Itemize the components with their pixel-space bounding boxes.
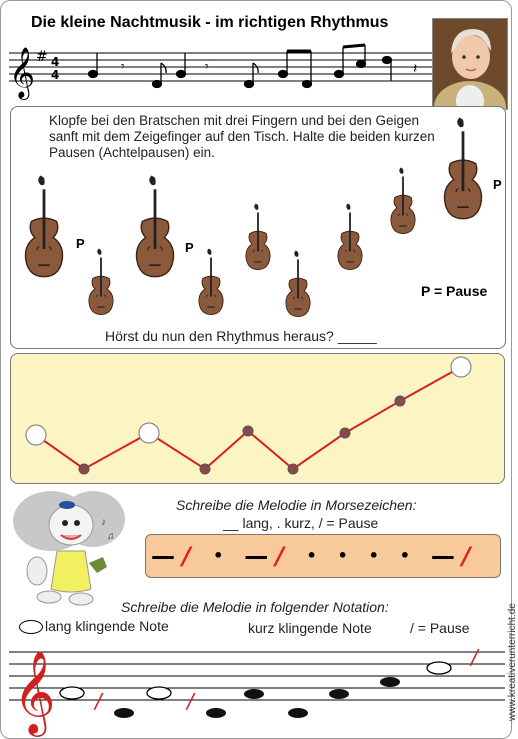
violin-4 [286, 251, 310, 317]
long-note-2 [147, 687, 171, 699]
morse-symbol: • [213, 546, 224, 565]
long-note-icon [19, 620, 43, 634]
short-note-point-1 [79, 464, 89, 474]
pause-1 [93, 689, 104, 713]
notation-title: Schreibe die Melodie in folgender Notation: [121, 599, 389, 615]
question-text: Hörst du nun den Rhythmus heraus? _____ [105, 328, 377, 344]
short-note-legend: kurz klingende Note [248, 620, 372, 636]
morse-symbol: / [275, 542, 285, 570]
svg-text:/: / [187, 689, 194, 713]
violin-6 [391, 168, 415, 234]
morse-symbol: • [399, 546, 410, 565]
mouse-illustration [9, 489, 131, 613]
svg-text:♪: ♪ [101, 517, 106, 528]
long-note-point-2 [139, 423, 159, 443]
notation-staff [9, 638, 505, 733]
violin-1 [89, 249, 113, 315]
short-note-point-3 [243, 426, 253, 436]
short-note-6 [380, 677, 400, 687]
footer-url: www.kreativerunterricht.de [507, 603, 518, 721]
mozart-portrait [432, 18, 508, 110]
long-note-3 [427, 662, 451, 674]
pause-notation-legend: / = Pause [410, 620, 470, 636]
pitch-graph [10, 353, 505, 484]
violin-3 [246, 204, 270, 270]
short-note-1 [114, 708, 134, 718]
pause-marker-2: P [185, 240, 194, 255]
instruction-text: Klopfe bei den Bratschen mit drei Fingern und bei den Geigen sanft mit dem Zeigefinger auf den Tisch. Halte die beiden kurzen Pausen (Achtelpausen) ein. [49, 113, 435, 160]
short-note-point-5 [340, 428, 350, 438]
morse-symbol: • [368, 546, 379, 565]
page-title: Die kleine Nachtmusik - im richtigen Rhythmus [31, 14, 389, 31]
svg-text:4: 4 [51, 55, 60, 69]
morse-symbol: • [306, 546, 317, 565]
morse-symbol: • [337, 546, 348, 565]
short-note-2 [206, 708, 226, 718]
svg-text:𝄽: 𝄽 [413, 60, 418, 76]
svg-text:𝄾: 𝄾 [121, 58, 125, 74]
long-note-point-1 [26, 425, 46, 445]
morse-symbol: / [182, 542, 191, 570]
long-note-legend: lang klingende Note [19, 618, 169, 634]
violin-sequence [10, 106, 504, 347]
svg-text:/: / [95, 689, 102, 713]
violin-2 [199, 249, 223, 315]
morse-legend: __ lang, . kurz, / = Pause [223, 515, 379, 531]
morse-symbol: — [244, 542, 269, 570]
morse-sequence [151, 541, 493, 571]
short-note-3 [244, 689, 264, 699]
viola-1 [25, 176, 62, 277]
treble-clef-icon: 𝄞 [13, 649, 56, 733]
short-note-point-2 [200, 464, 210, 474]
svg-text:#: # [36, 49, 48, 65]
svg-text:𝄾: 𝄾 [205, 58, 209, 74]
pause-3 [469, 645, 480, 669]
short-note-point-4 [288, 464, 298, 474]
svg-text:4: 4 [51, 68, 60, 82]
morse-symbol: / [461, 542, 471, 570]
short-note-4 [288, 708, 308, 718]
pause-marker-1: P [76, 236, 85, 251]
long-note-1 [60, 687, 84, 699]
morse-title: Schreibe die Melodie in Morsezeichen: [176, 497, 417, 513]
pause-2 [185, 689, 196, 713]
viola-2 [136, 176, 173, 277]
treble-clef-icon: 𝄞 [9, 47, 36, 98]
svg-text:/: / [471, 645, 478, 669]
violin-5 [338, 204, 362, 270]
short-note-point-6 [395, 396, 405, 406]
svg-text:♫: ♫ [107, 531, 115, 542]
morse-symbol: — [430, 542, 455, 570]
melody-staff [9, 41, 434, 101]
morse-symbol: — [151, 542, 175, 570]
viola-3 [444, 118, 481, 219]
pause-marker-3: P [493, 177, 502, 192]
pause-legend: P = Pause [421, 283, 488, 299]
short-note-5 [329, 689, 349, 699]
long-note-point-3 [451, 357, 471, 377]
